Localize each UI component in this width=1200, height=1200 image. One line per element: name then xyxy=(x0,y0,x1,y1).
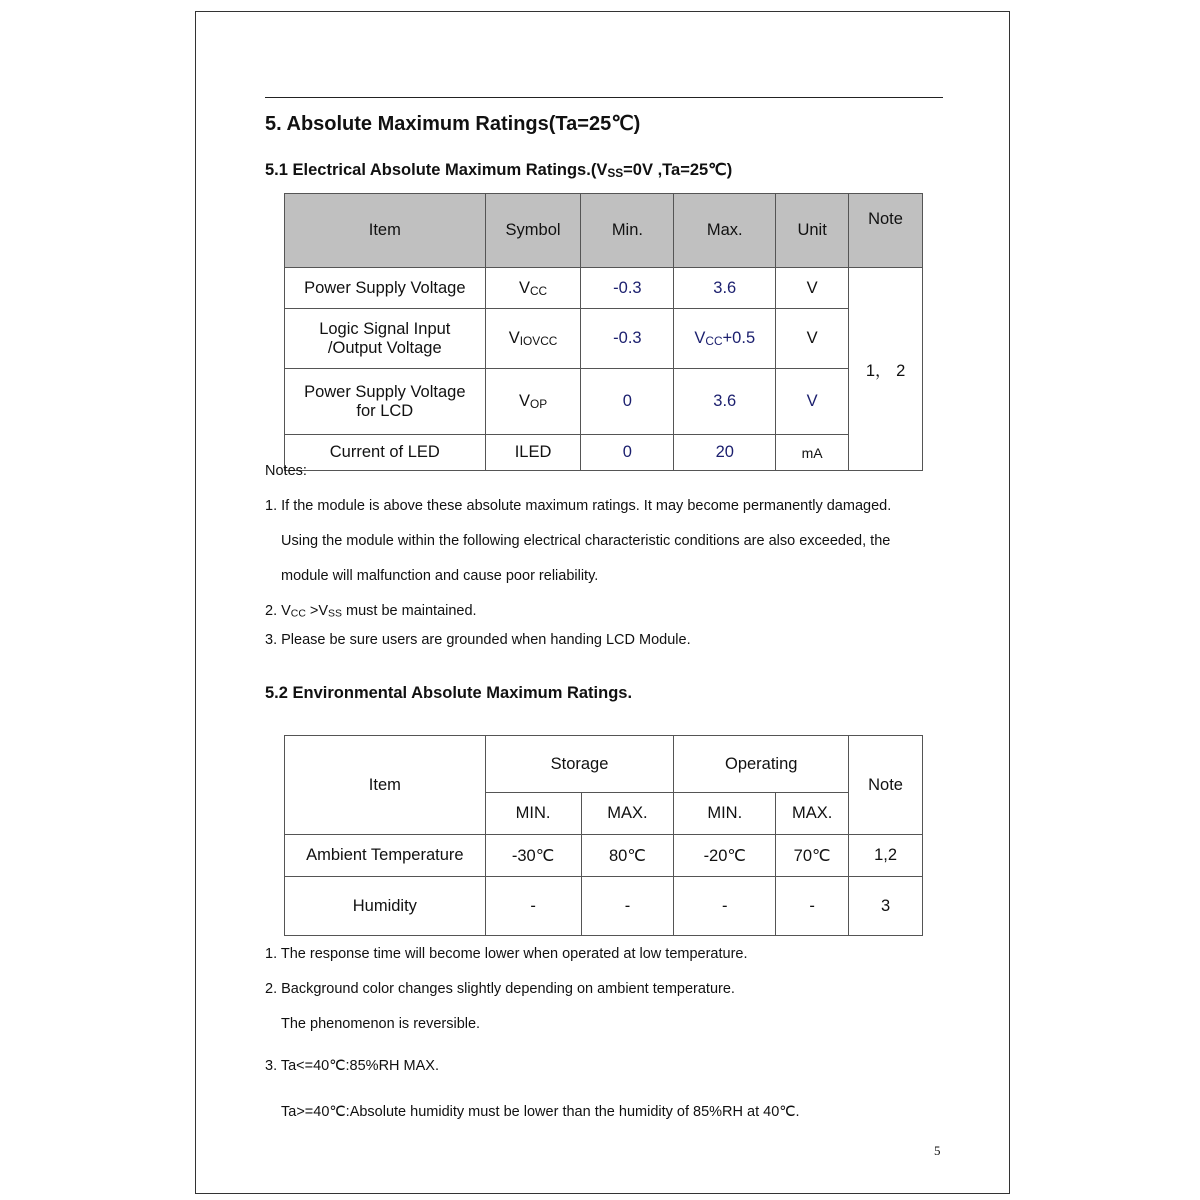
note-sub: SS xyxy=(328,608,342,620)
col-header-item: Item xyxy=(285,736,486,835)
sub-col-header: MAX. xyxy=(776,793,849,835)
col-header-storage: Storage xyxy=(485,736,674,793)
item-cell: Ambient Temperature xyxy=(285,835,486,877)
symbol-text: V xyxy=(518,278,530,297)
value-cell: - xyxy=(776,877,849,936)
symbol-sub: OP xyxy=(529,396,548,411)
table-row xyxy=(285,835,923,877)
sub-col-header: MIN. xyxy=(674,793,776,835)
symbol-sub: CC xyxy=(529,283,548,298)
table-row xyxy=(285,877,923,936)
col-header: Max. xyxy=(674,194,776,268)
note-2 xyxy=(265,603,477,620)
col-header: Item xyxy=(285,194,486,268)
header-rule xyxy=(265,97,943,98)
env-note-3-cont: Ta>=40℃:Absolute humidity must be lower than the humidity of 85%RH at 40℃. xyxy=(281,1104,800,1120)
unit-cell: mA xyxy=(776,435,849,471)
symbol-cell xyxy=(485,309,581,369)
sub-col-header: MAX. xyxy=(581,793,674,835)
note-text: 2. V xyxy=(265,603,291,619)
max-cell: 3.6 xyxy=(674,268,776,309)
unit-cell: V xyxy=(776,369,849,435)
note-cell: 1， 2 xyxy=(849,268,923,471)
env-note-2-cont: The phenomenon is reversible. xyxy=(281,1016,481,1032)
max-text: V xyxy=(694,329,706,347)
note-cell: 1,2 xyxy=(849,835,923,877)
environmental-ratings-table xyxy=(284,735,923,936)
note-1: 1. If the module is above these absolute maximum ratings. It may become permanently damaged. xyxy=(265,498,892,514)
electrical-ratings-title xyxy=(265,160,732,180)
sub-col-header: MIN. xyxy=(485,793,581,835)
col-header: Symbol xyxy=(485,194,581,268)
page-number: 5 xyxy=(934,1143,941,1158)
note-text: >V xyxy=(305,603,329,619)
col-header: Min. xyxy=(581,194,674,268)
item-cell: Humidity xyxy=(285,877,486,936)
item-text: Power Supply Voltage xyxy=(304,278,466,297)
table-row xyxy=(285,435,923,471)
symbol-cell xyxy=(485,369,581,435)
col-header: Note xyxy=(849,194,923,268)
item-cell xyxy=(285,309,486,369)
col-header: Unit xyxy=(776,194,849,268)
item-text-line2: for LCD xyxy=(356,401,414,420)
item-cell xyxy=(285,369,486,435)
max-suffix: +0.5 xyxy=(722,329,756,347)
title-text: 5.1 Electrical Absolute Maximum Ratings.(V xyxy=(265,161,608,179)
item-text: Logic Signal Input xyxy=(319,319,451,338)
item-text: Power Supply Voltage xyxy=(304,382,466,401)
env-note-3: 3. Ta<=40℃:85%RH MAX. xyxy=(265,1058,439,1074)
notes-label: Notes: xyxy=(265,463,307,479)
note-1-cont2: module will malfunction and cause poor reliability. xyxy=(281,568,599,584)
env-note-2: 2. Background color changes slightly depending on ambient temperature. xyxy=(265,981,735,997)
symbol-text: V xyxy=(508,329,520,347)
note-text: must be maintained. xyxy=(341,603,477,619)
value-cell: - xyxy=(485,877,581,936)
value-cell: 70℃ xyxy=(776,835,849,877)
symbol-cell xyxy=(485,268,581,309)
value-cell: -30℃ xyxy=(485,835,581,877)
value-cell: 80℃ xyxy=(581,835,674,877)
note-sub: CC xyxy=(290,608,306,620)
note-3: 3. Please be sure users are grounded when handing LCD Module. xyxy=(265,632,691,648)
item-text-line2: /Output Voltage xyxy=(327,338,442,357)
note-1-cont: Using the module within the following electrical characteristic conditions are also exceeded, the xyxy=(281,533,891,549)
max-sub: CC xyxy=(705,333,723,348)
title-text-suffix: =0V ,Ta=25℃) xyxy=(623,161,733,179)
table-row xyxy=(285,268,923,309)
env-note-1: 1. The response time will become lower when operated at low temperature. xyxy=(265,946,748,962)
symbol-text: V xyxy=(518,392,530,410)
title-subscript: SS xyxy=(607,165,624,180)
max-cell: 20 xyxy=(674,435,776,471)
value-cell: - xyxy=(674,877,776,936)
value-cell: -20℃ xyxy=(674,835,776,877)
electrical-ratings-table xyxy=(284,193,923,471)
table-row xyxy=(285,309,923,369)
unit-cell: V xyxy=(776,309,849,369)
max-cell xyxy=(674,309,776,369)
symbol-sub: IOVCC xyxy=(519,333,558,348)
col-header-operating: Operating xyxy=(674,736,849,793)
section-heading: 5. Absolute Maximum Ratings(Ta=25℃) xyxy=(265,113,641,135)
table-header-row xyxy=(285,736,923,793)
unit-cell: V xyxy=(776,268,849,309)
environmental-ratings-title: 5.2 Environmental Absolute Maximum Ratings. xyxy=(265,684,633,702)
table-row xyxy=(285,369,923,435)
min-cell: 0 xyxy=(581,435,674,471)
symbol-cell: ILED xyxy=(485,435,581,471)
min-cell: 0 xyxy=(581,369,674,435)
col-header-note: Note xyxy=(849,736,923,835)
value-cell: - xyxy=(581,877,674,936)
note-cell: 3 xyxy=(849,877,923,936)
item-cell xyxy=(285,268,486,309)
min-cell: -0.3 xyxy=(581,268,674,309)
min-cell: -0.3 xyxy=(581,309,674,369)
max-cell: 3.6 xyxy=(674,369,776,435)
item-cell: Current of LED xyxy=(285,435,486,471)
table-header-row xyxy=(285,194,923,268)
